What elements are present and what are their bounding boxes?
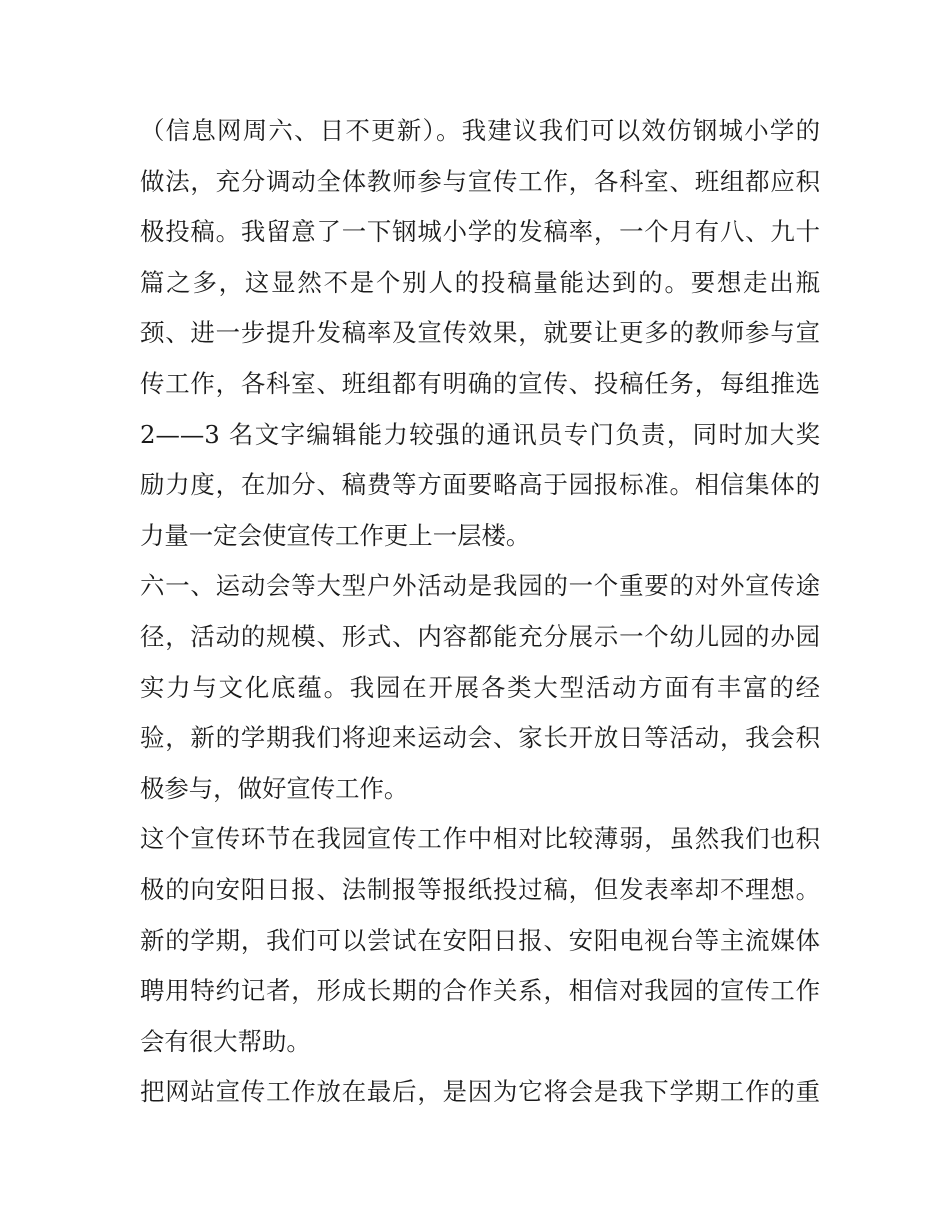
text-line: 六一、运动会等大型户外活动是我园的一个重要的对外宣传途 <box>140 571 820 601</box>
text-line: 励力度，在加分、稿费等方面要略高于园报标准。相信集体的 <box>140 470 820 500</box>
text-line: 极的向安阳日报、法制报等报纸投过稿，但发表率却不理想。 <box>140 874 820 904</box>
text-line: 聘用特约记者，形成长期的合作关系，相信对我园的宣传工作 <box>140 976 820 1006</box>
text-line: 径，活动的规模、形式、内容都能充分展示一个幼儿园的办园 <box>140 621 820 651</box>
text-line: 篇之多，这显然不是个别人的投稿量能达到的。要想走出瓶 <box>140 267 820 297</box>
text-line: 把网站宣传工作放在最后，是因为它将会是我下学期工作的重 <box>140 1077 820 1107</box>
text-line: 这个宣传环节在我园宣传工作中相对比较薄弱，虽然我们也积 <box>140 824 820 854</box>
text-line: 极参与，做好宣传工作。 <box>140 773 409 803</box>
text-line: 力量一定会使宣传工作更上一层楼。 <box>140 520 531 550</box>
text-line: 做法，充分调动全体教师参与宣传工作，各科室、班组都应积 <box>140 166 820 196</box>
document-body <box>140 106 820 1118</box>
text-line: 新的学期，我们可以尝试在安阳日报、安阳电视台等主流媒体 <box>140 925 820 955</box>
text-line: 会有很大帮助。 <box>140 1026 311 1056</box>
text-line: 2——3 名文字编辑能力较强的通讯员专门负责，同时加大奖 <box>140 419 820 449</box>
text-line: 验，新的学期我们将迎来运动会、家长开放日等活动，我会积 <box>140 723 820 753</box>
text-line: （信息网周六、日不更新）。我建议我们可以效仿钢城小学的 <box>140 116 820 145</box>
text-line: 极投稿。我留意了一下钢城小学的发稿率，一个月有八、九十 <box>140 217 820 247</box>
text-line: 传工作，各科室、班组都有明确的宣传、投稿任务，每组推选 <box>140 368 820 398</box>
text-line: 实力与文化底蕴。我园在开展各类大型活动方面有丰富的经 <box>140 672 820 702</box>
text-line: 颈、进一步提升发稿率及宣传效果，就要让更多的教师参与宣 <box>140 318 820 348</box>
